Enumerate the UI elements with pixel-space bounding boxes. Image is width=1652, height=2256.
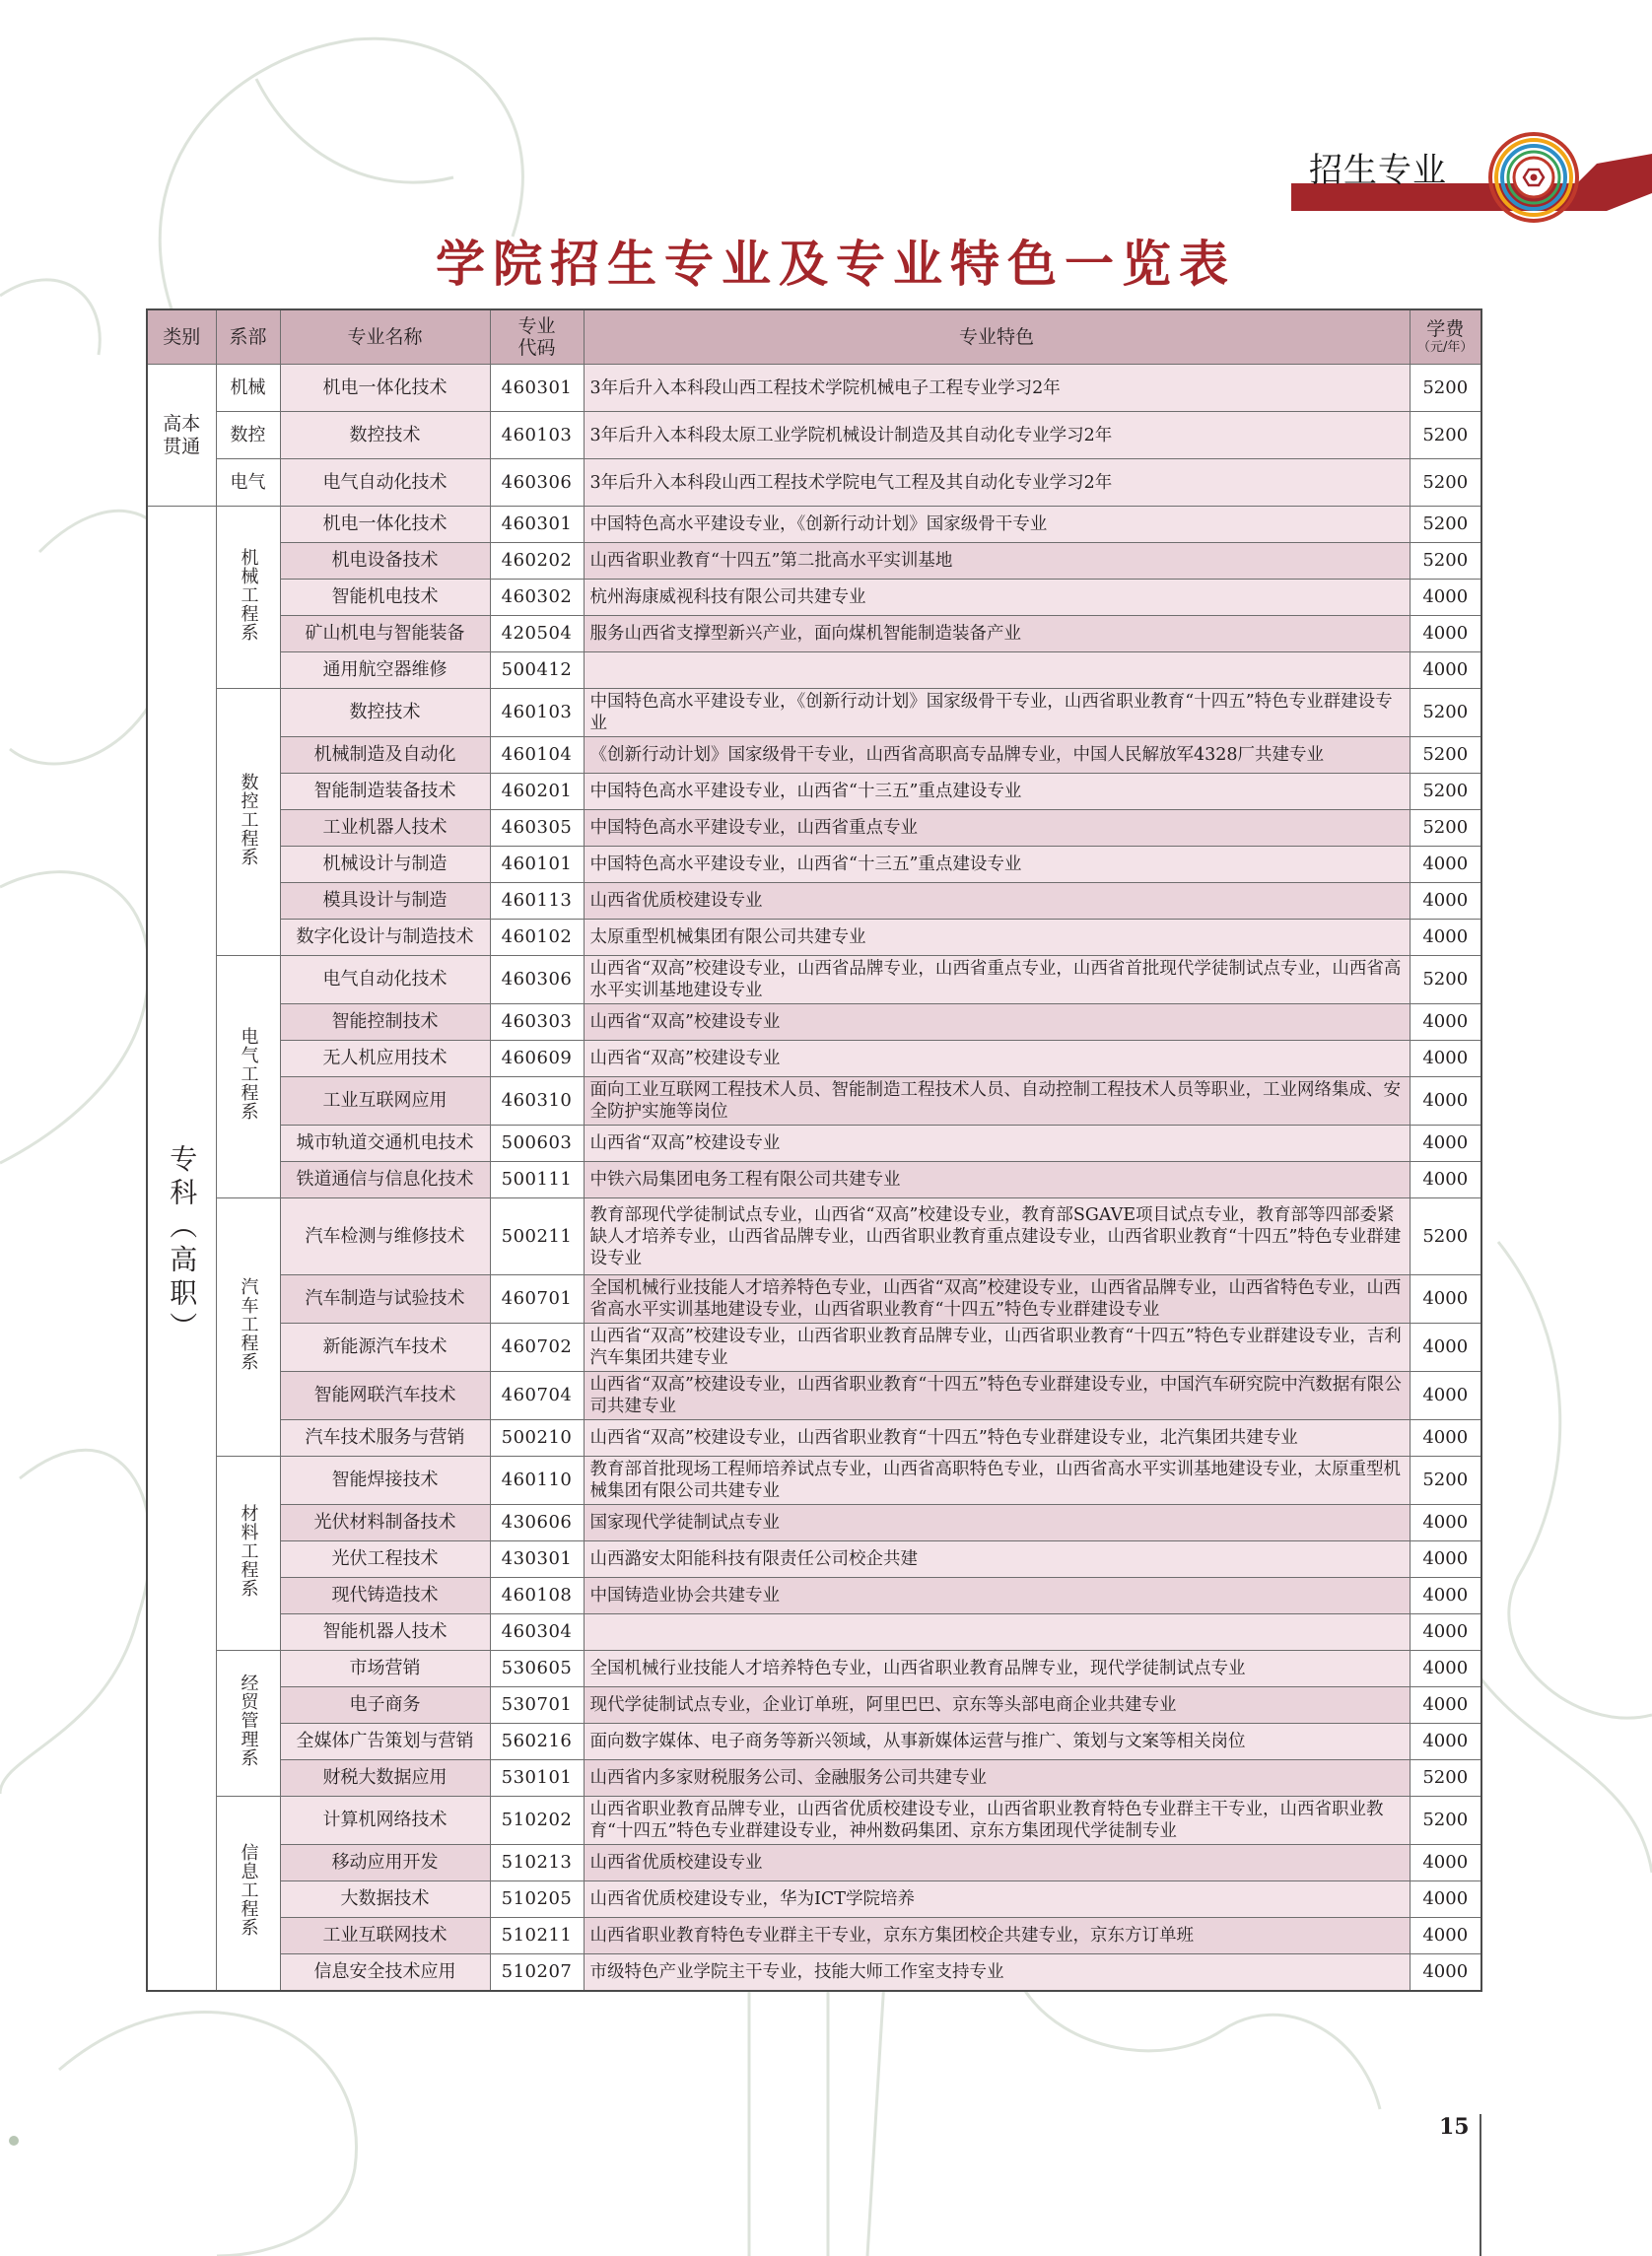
major-name-cell: 智能焊接技术: [280, 1457, 490, 1505]
tuition-fee-cell: 5200: [1410, 810, 1481, 847]
table-row: [147, 1162, 1481, 1198]
major-name-cell: 无人机应用技术: [280, 1041, 490, 1077]
table-row: [147, 652, 1481, 689]
major-features-cell: 山西省“双高”校建设专业: [584, 1041, 1410, 1077]
department-label: 材料工程系: [238, 1503, 259, 1598]
major-features-cell: 太原重型机械集团有限公司共建专业: [584, 920, 1410, 956]
major-code-cell: 460102: [490, 920, 584, 956]
tuition-fee-cell: 5200: [1410, 365, 1481, 412]
department-cell: 电气: [216, 459, 280, 507]
major-name-cell: 数字化设计与制造技术: [280, 920, 490, 956]
major-features-cell: 山西省优质校建设专业: [584, 883, 1410, 920]
major-code-cell: 420504: [490, 616, 584, 652]
major-name-cell: 智能控制技术: [280, 1004, 490, 1041]
department-label: 经贸管理系: [238, 1674, 259, 1767]
column-header-code: 专业 代码: [490, 309, 584, 365]
major-features-cell: 山西省职业教育特色专业群主干专业，京东方集团校企共建专业，京东方订单班: [584, 1918, 1410, 1954]
table-row: [147, 689, 1481, 737]
tuition-fee-cell: 4000: [1410, 1077, 1481, 1126]
major-code-cell: 430301: [490, 1541, 584, 1578]
major-name-cell: 数控技术: [280, 689, 490, 737]
department-label: 汽车工程系: [238, 1277, 259, 1371]
tuition-fee-cell: 4000: [1410, 1845, 1481, 1881]
major-name-cell: 机电一体化技术: [280, 507, 490, 543]
department-cell: [216, 689, 280, 956]
major-code-cell: 500210: [490, 1420, 584, 1457]
tuition-fee-cell: 5200: [1410, 507, 1481, 543]
tuition-fee-cell: 4000: [1410, 1687, 1481, 1724]
tuition-fee-cell: 4000: [1410, 652, 1481, 689]
department-label: 数控工程系: [238, 772, 259, 866]
major-code-cell: 460303: [490, 1004, 584, 1041]
major-features-cell: 杭州海康威视科技有限公司共建专业: [584, 580, 1410, 616]
major-name-cell: 市场营销: [280, 1651, 490, 1687]
major-name-cell: 汽车制造与试验技术: [280, 1275, 490, 1324]
major-features-cell: 市级特色产业学院主干专业，技能大师工作室支持专业: [584, 1954, 1410, 1991]
major-features-cell: 中国铸造业协会共建专业: [584, 1578, 1410, 1614]
tuition-fee-cell: 4000: [1410, 1881, 1481, 1918]
page-title: 学院招生专业及专业特色一览表: [436, 236, 1236, 293]
major-features-cell: 教育部首批现场工程师培养试点专业，山西省高职特色专业，山西省高水平实训基地建设专业，太原重型机械集团有限公司共建专业: [584, 1457, 1410, 1505]
tuition-fee-cell: 5200: [1410, 412, 1481, 459]
fee-unit: （元/年）: [1417, 340, 1474, 355]
major-code-cell: 460306: [490, 459, 584, 507]
major-features-cell: 山西省“双高”校建设专业，山西省职业教育“十四五”特色专业群建设专业，中国汽车研究院中汽数据有限公司共建专业: [584, 1372, 1410, 1420]
major-code-cell: 460301: [490, 507, 584, 543]
department-cell: [216, 1457, 280, 1651]
table-row: [147, 365, 1481, 412]
tuition-fee-cell: 4000: [1410, 1275, 1481, 1324]
department-cell: [216, 956, 280, 1198]
major-code-cell: 460306: [490, 956, 584, 1004]
major-features-cell: 山西省职业教育“十四五”第二批高水平实训基地: [584, 543, 1410, 580]
tuition-fee-cell: 4000: [1410, 1162, 1481, 1198]
table-row: [147, 507, 1481, 543]
major-code-cell: 460202: [490, 543, 584, 580]
tuition-fee-cell: 4000: [1410, 1954, 1481, 1991]
table-row: [147, 1651, 1481, 1687]
major-name-cell: 计算机网络技术: [280, 1797, 490, 1845]
major-features-cell: 国家现代学徒制试点专业: [584, 1505, 1410, 1541]
major-name-cell: 模具设计与制造: [280, 883, 490, 920]
major-name-cell: 城市轨道交通机电技术: [280, 1126, 490, 1162]
major-code-cell: 560216: [490, 1724, 584, 1760]
column-header-category: 类别: [147, 309, 216, 365]
major-name-cell: 工业互联网技术: [280, 1918, 490, 1954]
major-name-cell: 新能源汽车技术: [280, 1324, 490, 1372]
major-features-cell: 现代学徒制试点专业，企业订单班，阿里巴巴、京东等头部电商企业共建专业: [584, 1687, 1410, 1724]
major-code-cell: 460113: [490, 883, 584, 920]
tuition-fee-cell: 5200: [1410, 543, 1481, 580]
major-features-cell: 山西省优质校建设专业，华为ICT学院培养: [584, 1881, 1410, 1918]
major-name-cell: 智能网联汽车技术: [280, 1372, 490, 1420]
major-features-cell: 《创新行动计划》国家级骨干专业，山西省高职高专品牌专业，中国人民解放军4328厂共建专业: [584, 737, 1410, 774]
major-features-cell: 山西省“双高”校建设专业: [584, 1126, 1410, 1162]
major-features-cell: 中铁六局集团电务工程有限公司共建专业: [584, 1162, 1410, 1198]
major-name-cell: 工业互联网应用: [280, 1077, 490, 1126]
tuition-fee-cell: 4000: [1410, 1918, 1481, 1954]
tuition-fee-cell: 5200: [1410, 737, 1481, 774]
major-code-cell: 460702: [490, 1324, 584, 1372]
table-row: [147, 883, 1481, 920]
major-code-cell: 460108: [490, 1578, 584, 1614]
table-row: [147, 1457, 1481, 1505]
major-code-cell: 460110: [490, 1457, 584, 1505]
table-row: [147, 1760, 1481, 1797]
category-cell: [147, 507, 216, 1991]
major-features-cell: 山西省职业教育品牌专业，山西省优质校建设专业，山西省职业教育特色专业群主干专业，山西省职业教育“十四五”特色专业群建设专业，神州数码集团、京东方集团现代学徒制专业: [584, 1797, 1410, 1845]
major-features-cell: 3年后升入本科段太原工业学院机械设计制造及其自动化专业学习2年: [584, 412, 1410, 459]
major-features-cell: 全国机械行业技能人才培养特色专业，山西省“双高”校建设专业，山西省品牌专业，山西省特色专业，山西省高水平实训基地建设专业，山西省职业教育“十四五”特色专业群建设专业: [584, 1275, 1410, 1324]
tuition-fee-cell: 5200: [1410, 459, 1481, 507]
major-features-cell: 全国机械行业技能人才培养特色专业，山西省职业教育品牌专业，现代学徒制试点专业: [584, 1651, 1410, 1687]
major-code-cell: 460305: [490, 810, 584, 847]
tuition-fee-cell: 4000: [1410, 1724, 1481, 1760]
major-name-cell: 光伏材料制备技术: [280, 1505, 490, 1541]
major-code-cell: 500603: [490, 1126, 584, 1162]
tuition-fee-cell: 5200: [1410, 689, 1481, 737]
major-features-cell: [584, 1614, 1410, 1651]
major-code-cell: 510207: [490, 1954, 584, 1991]
tuition-fee-cell: 5200: [1410, 1760, 1481, 1797]
major-name-cell: 矿山机电与智能装备: [280, 616, 490, 652]
tuition-fee-cell: 4000: [1410, 1372, 1481, 1420]
tuition-fee-cell: 4000: [1410, 1541, 1481, 1578]
column-header-features: 专业特色: [584, 309, 1410, 365]
major-features-cell: 中国特色高水平建设专业，《创新行动计划》国家级骨干专业: [584, 507, 1410, 543]
major-code-cell: 460310: [490, 1077, 584, 1126]
table-header-row: [147, 309, 1481, 365]
tuition-fee-cell: 4000: [1410, 1505, 1481, 1541]
tuition-fee-cell: 4000: [1410, 1578, 1481, 1614]
tuition-fee-cell: 4000: [1410, 580, 1481, 616]
table-row: [147, 1614, 1481, 1651]
table-row: [147, 1372, 1481, 1420]
major-code-cell: 500412: [490, 652, 584, 689]
major-name-cell: 财税大数据应用: [280, 1760, 490, 1797]
tuition-fee-cell: 4000: [1410, 1041, 1481, 1077]
table-row: [147, 543, 1481, 580]
table-row: [147, 847, 1481, 883]
table-row: [147, 1505, 1481, 1541]
table-row: [147, 956, 1481, 1004]
major-name-cell: 机械制造及自动化: [280, 737, 490, 774]
major-name-cell: 汽车检测与维修技术: [280, 1198, 490, 1275]
tuition-fee-cell: 4000: [1410, 1324, 1481, 1372]
major-name-cell: 铁道通信与信息化技术: [280, 1162, 490, 1198]
tuition-fee-cell: 4000: [1410, 1420, 1481, 1457]
major-code-cell: 460301: [490, 365, 584, 412]
major-code-cell: 460302: [490, 580, 584, 616]
major-code-cell: 460609: [490, 1041, 584, 1077]
tuition-fee-cell: 4000: [1410, 1651, 1481, 1687]
table-row: [147, 1126, 1481, 1162]
page-divider-line: [1480, 2114, 1481, 2256]
major-features-cell: 面向工业互联网工程技术人员、智能制造工程技术人员、自动控制工程技术人员等职业，工业网络集成、安全防护实施等岗位: [584, 1077, 1410, 1126]
table-row: [147, 1687, 1481, 1724]
major-name-cell: 机电一体化技术: [280, 365, 490, 412]
major-features-cell: 服务山西省支撑型新兴产业，面向煤机智能制造装备产业: [584, 616, 1410, 652]
major-code-cell: 460103: [490, 689, 584, 737]
tuition-fee-cell: 4000: [1410, 616, 1481, 652]
department-cell: [216, 507, 280, 689]
department-label: 机械工程系: [238, 547, 259, 642]
department-cell: 数控: [216, 412, 280, 459]
major-code-cell: 460701: [490, 1275, 584, 1324]
major-name-cell: 机械设计与制造: [280, 847, 490, 883]
table-row: [147, 459, 1481, 507]
table-row: [147, 1275, 1481, 1324]
tuition-fee-cell: 5200: [1410, 956, 1481, 1004]
major-name-cell: 现代铸造技术: [280, 1578, 490, 1614]
section-title: 招生专业: [1309, 151, 1447, 190]
major-code-cell: 460103: [490, 412, 584, 459]
table-row: [147, 1077, 1481, 1126]
major-features-cell: 教育部现代学徒制试点专业，山西省“双高”校建设专业，教育部SGAVE项目试点专业，教育部等四部委紧缺人才培养专业，山西省品牌专业，山西省职业教育重点建设专业，山西省职业教育“十四五”特色专业群建设专业: [584, 1198, 1410, 1275]
major-code-cell: 510213: [490, 1845, 584, 1881]
major-features-cell: 3年后升入本科段山西工程技术学院电气工程及其自动化专业学习2年: [584, 459, 1410, 507]
category-cell: [147, 365, 216, 507]
table-row: [147, 737, 1481, 774]
major-name-cell: 信息安全技术应用: [280, 1954, 490, 1991]
major-name-cell: 电气自动化技术: [280, 459, 490, 507]
department-cell: [216, 1651, 280, 1797]
table-row: [147, 1954, 1481, 1991]
major-code-cell: 460104: [490, 737, 584, 774]
table-row: [147, 1797, 1481, 1845]
major-name-cell: 工业机器人技术: [280, 810, 490, 847]
department-label: 信息工程系: [238, 1843, 259, 1938]
department-label: 电气工程系: [238, 1027, 259, 1121]
column-header-major: 专业名称: [280, 309, 490, 365]
major-code-cell: 530701: [490, 1687, 584, 1724]
table-row: [147, 774, 1481, 810]
major-code-cell: 530605: [490, 1651, 584, 1687]
fee-label: 学费: [1426, 318, 1465, 340]
major-code-cell: 460704: [490, 1372, 584, 1420]
major-features-cell: 中国特色高水平建设专业，山西省“十三五”重点建设专业: [584, 847, 1410, 883]
table-row: [147, 1845, 1481, 1881]
table-row: [147, 1420, 1481, 1457]
major-name-cell: 电子商务: [280, 1687, 490, 1724]
major-name-cell: 机电设备技术: [280, 543, 490, 580]
table-row: [147, 616, 1481, 652]
tuition-fee-cell: 4000: [1410, 1004, 1481, 1041]
majors-table: [146, 308, 1482, 1992]
department-cell: [216, 1797, 280, 1991]
major-code-cell: 510205: [490, 1881, 584, 1918]
major-features-cell: 中国特色高水平建设专业，山西省重点专业: [584, 810, 1410, 847]
column-header-fee: [1410, 309, 1481, 365]
major-code-cell: 500211: [490, 1198, 584, 1275]
major-features-cell: 面向数字媒体、电子商务等新兴领域，从事新媒体运营与推广、策划与文案等相关岗位: [584, 1724, 1410, 1760]
category-label: 高本贯通: [163, 412, 201, 457]
table-body: [147, 365, 1481, 1991]
major-features-cell: [584, 652, 1410, 689]
table-row: [147, 1041, 1481, 1077]
table-row: [147, 580, 1481, 616]
major-features-cell: 山西省“双高”校建设专业，山西省职业教育“十四五”特色专业群建设专业，北汽集团共建专业: [584, 1420, 1410, 1457]
page-number: 15: [1439, 2114, 1470, 2140]
tuition-fee-cell: 4000: [1410, 883, 1481, 920]
department-cell: [216, 1198, 280, 1457]
tuition-fee-cell: 5200: [1410, 1198, 1481, 1275]
major-code-cell: 530101: [490, 1760, 584, 1797]
major-name-cell: 通用航空器维修: [280, 652, 490, 689]
major-features-cell: 中国特色高水平建设专业，山西省“十三五”重点建设专业: [584, 774, 1410, 810]
major-name-cell: 智能机器人技术: [280, 1614, 490, 1651]
column-header-department: 系部: [216, 309, 280, 365]
major-features-cell: 山西省优质校建设专业: [584, 1845, 1410, 1881]
tuition-fee-cell: 5200: [1410, 1457, 1481, 1505]
table-row: [147, 1004, 1481, 1041]
major-name-cell: 智能制造装备技术: [280, 774, 490, 810]
table-row: [147, 1578, 1481, 1614]
tuition-fee-cell: 5200: [1410, 1797, 1481, 1845]
major-features-cell: 中国特色高水平建设专业，《创新行动计划》国家级骨干专业，山西省职业教育“十四五”特色专业群建设专业: [584, 689, 1410, 737]
major-name-cell: 电气自动化技术: [280, 956, 490, 1004]
category-label: 专科（高职）: [166, 1144, 199, 1346]
table-row: [147, 1918, 1481, 1954]
table-row: [147, 1881, 1481, 1918]
table-row: [147, 1541, 1481, 1578]
major-features-cell: 山西潞安太阳能科技有限责任公司校企共建: [584, 1541, 1410, 1578]
tuition-fee-cell: 5200: [1410, 774, 1481, 810]
major-features-cell: 山西省“双高”校建设专业: [584, 1004, 1410, 1041]
tuition-fee-cell: 4000: [1410, 920, 1481, 956]
table-row: [147, 412, 1481, 459]
major-code-cell: 510202: [490, 1797, 584, 1845]
table-row: [147, 1198, 1481, 1275]
major-name-cell: 汽车技术服务与营销: [280, 1420, 490, 1457]
major-features-cell: 山西省内多家财税服务公司、金融服务公司共建专业: [584, 1760, 1410, 1797]
major-code-cell: 460304: [490, 1614, 584, 1651]
tuition-fee-cell: 4000: [1410, 1614, 1481, 1651]
major-features-cell: 山西省“双高”校建设专业，山西省职业教育品牌专业，山西省职业教育“十四五”特色专业群建设专业，吉利汽车集团共建专业: [584, 1324, 1410, 1372]
tuition-fee-cell: 4000: [1410, 847, 1481, 883]
major-name-cell: 智能机电技术: [280, 580, 490, 616]
major-code-cell: 460201: [490, 774, 584, 810]
major-name-cell: 大数据技术: [280, 1881, 490, 1918]
major-name-cell: 光伏工程技术: [280, 1541, 490, 1578]
major-code-cell: 460101: [490, 847, 584, 883]
tuition-fee-cell: 4000: [1410, 1126, 1481, 1162]
major-code-cell: 430606: [490, 1505, 584, 1541]
major-name-cell: 移动应用开发: [280, 1845, 490, 1881]
major-name-cell: 数控技术: [280, 412, 490, 459]
department-cell: 机械: [216, 365, 280, 412]
major-name-cell: 全媒体广告策划与营销: [280, 1724, 490, 1760]
major-features-cell: 3年后升入本科段山西工程技术学院机械电子工程专业学习2年: [584, 365, 1410, 412]
table-row: [147, 1324, 1481, 1372]
major-code-cell: 500111: [490, 1162, 584, 1198]
major-features-cell: 山西省“双高”校建设专业，山西省品牌专业，山西省重点专业，山西省首批现代学徒制试点专业，山西省高水平实训基地建设专业: [584, 956, 1410, 1004]
table-row: [147, 920, 1481, 956]
table-row: [147, 810, 1481, 847]
major-code-cell: 510211: [490, 1918, 584, 1954]
table-row: [147, 1724, 1481, 1760]
